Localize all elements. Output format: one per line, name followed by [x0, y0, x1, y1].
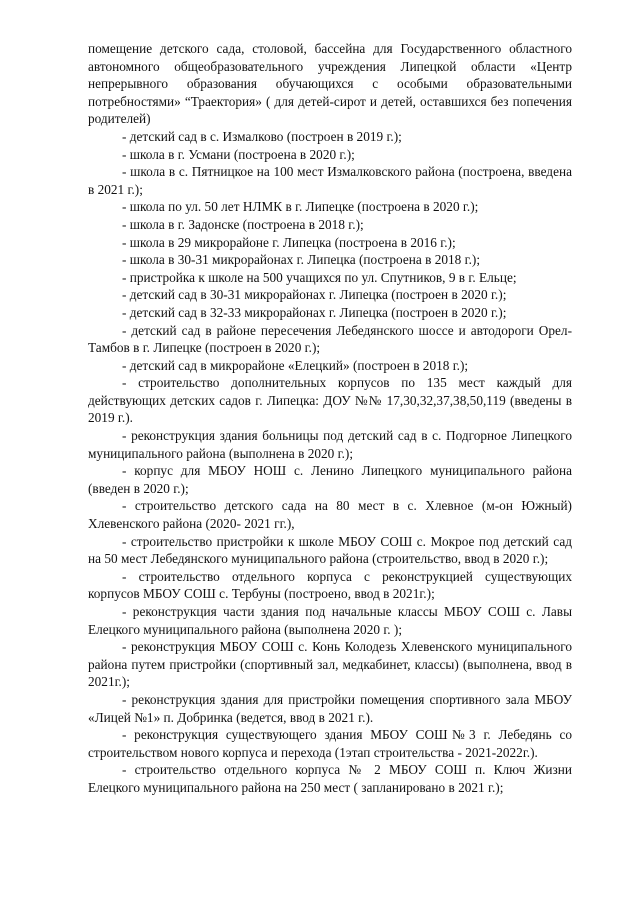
list-item: - реконструкция здания больницы под детский сад в с. Подгорное Липецкого муниципального района (выполнена в 2020 г.);: [88, 428, 572, 461]
list-item: - школа в 29 микрорайоне г. Липецка (построена в 2016 г.);: [122, 234, 456, 250]
list-item: - реконструкция МБОУ СОШ с. Конь Колодезь Хлевенского муниципального района путем пристройки (спортивный зал, медкабинет, классы) (выполнена, ввод в 2021г.);: [88, 639, 572, 690]
list-item: - строительство дополнительных корпусов по 135 мест каждый для действующих детских садов г. Липецка: ДОУ №№ 17,30,32,37,38,50,119 (введены в 2019 г.).: [88, 375, 572, 426]
list-item: - школа в с. Пятницкое на 100 мест Измалковского района (построена, введена в 2021 г.);: [88, 164, 572, 197]
list-item: - детский сад в 32-33 микрорайонах г. Липецка (построен в 2020 г.);: [122, 304, 507, 320]
list-item: - школа в г. Задонске (построена в 2018 г.);: [122, 216, 364, 232]
list-item: - строительство отдельного корпуса с реконструкцией существующих корпусов МБОУ СОШ с. Тербуны (построено, ввод в 2021г.);: [88, 568, 572, 602]
list-item: - школа в г. Усмани (построена в 2020 г.);: [122, 146, 355, 162]
list-item: - школа по ул. 50 лет НЛМК в г. Липецке (построена в 2020 г.);: [122, 199, 479, 215]
list-item: - детский сад в с. Измалково (построен в 2019 г.);: [122, 128, 402, 144]
list-item: - корпус для МБОУ НОШ с. Ленино Липецкого муниципального района (введен в 2020 г.);: [88, 463, 572, 496]
list-item: - строительство пристройки к школе МБОУ СОШ с. Мокрое под детский сад на 50 мест Лебедянского муниципального района (строительство, ввод в 2020 г.);: [88, 533, 572, 567]
list-item: - детский сад в районе пересечения Лебедянского шоссе и автодороги Орел-Тамбов в г. Липецке (построен в 2020 г.);: [88, 322, 572, 356]
list-item: - детский сад в 30-31 микрорайонах г. Липецка (построен в 2020 г.);: [122, 287, 507, 303]
list-item: - строительство отдельного корпуса № 2 МБОУ СОШ п. Ключ Жизни Елецкого муниципального района на 250 мест ( запланировано в 2021 г.);: [88, 762, 572, 795]
list-item: - реконструкция части здания под начальные классы МБОУ СОШ с. Лавы Елецкого муниципального района (выполнена 2020 г. );: [88, 604, 572, 637]
list-item: - реконструкция здания для пристройки помещения спортивного зала МБОУ «Лицей №1» п. Добринка (ведется, ввод в 2021 г.).: [88, 691, 572, 725]
document-page: [88, 40, 572, 797]
list-item: - строительство детского сада на 80 мест в с. Хлевное (м-он Южный) Хлевенского района (2020- 2021 гг.),: [88, 498, 572, 532]
list-item: - школа в 30-31 микрорайонах г. Липецка (построена в 2018 г.);: [122, 252, 481, 268]
list-item: - пристройка к школе на 500 учащихся по ул. Спутников, 9 в г. Ельце;: [122, 269, 517, 285]
list-item: - детский сад в микрорайоне «Елецкий» (построен в 2018 г.);: [122, 357, 469, 373]
list-item: - реконструкция существующего здания МБОУ СОШ№3 г. Лебедянь со строительством нового корпуса и перехода (1этап строительства - 2021-2022г.).: [88, 727, 572, 760]
intro-paragraph: помещение детского сада, столовой, бассейна для Государственного областного автономного общеобразовательного учреждения Липецкой области «Центр непрерывного образования обучающихся с особыми образовательными потребностями» “Траектория» ( для детей-сирот и детей, оставшихся без попечения родителей): [88, 41, 572, 127]
